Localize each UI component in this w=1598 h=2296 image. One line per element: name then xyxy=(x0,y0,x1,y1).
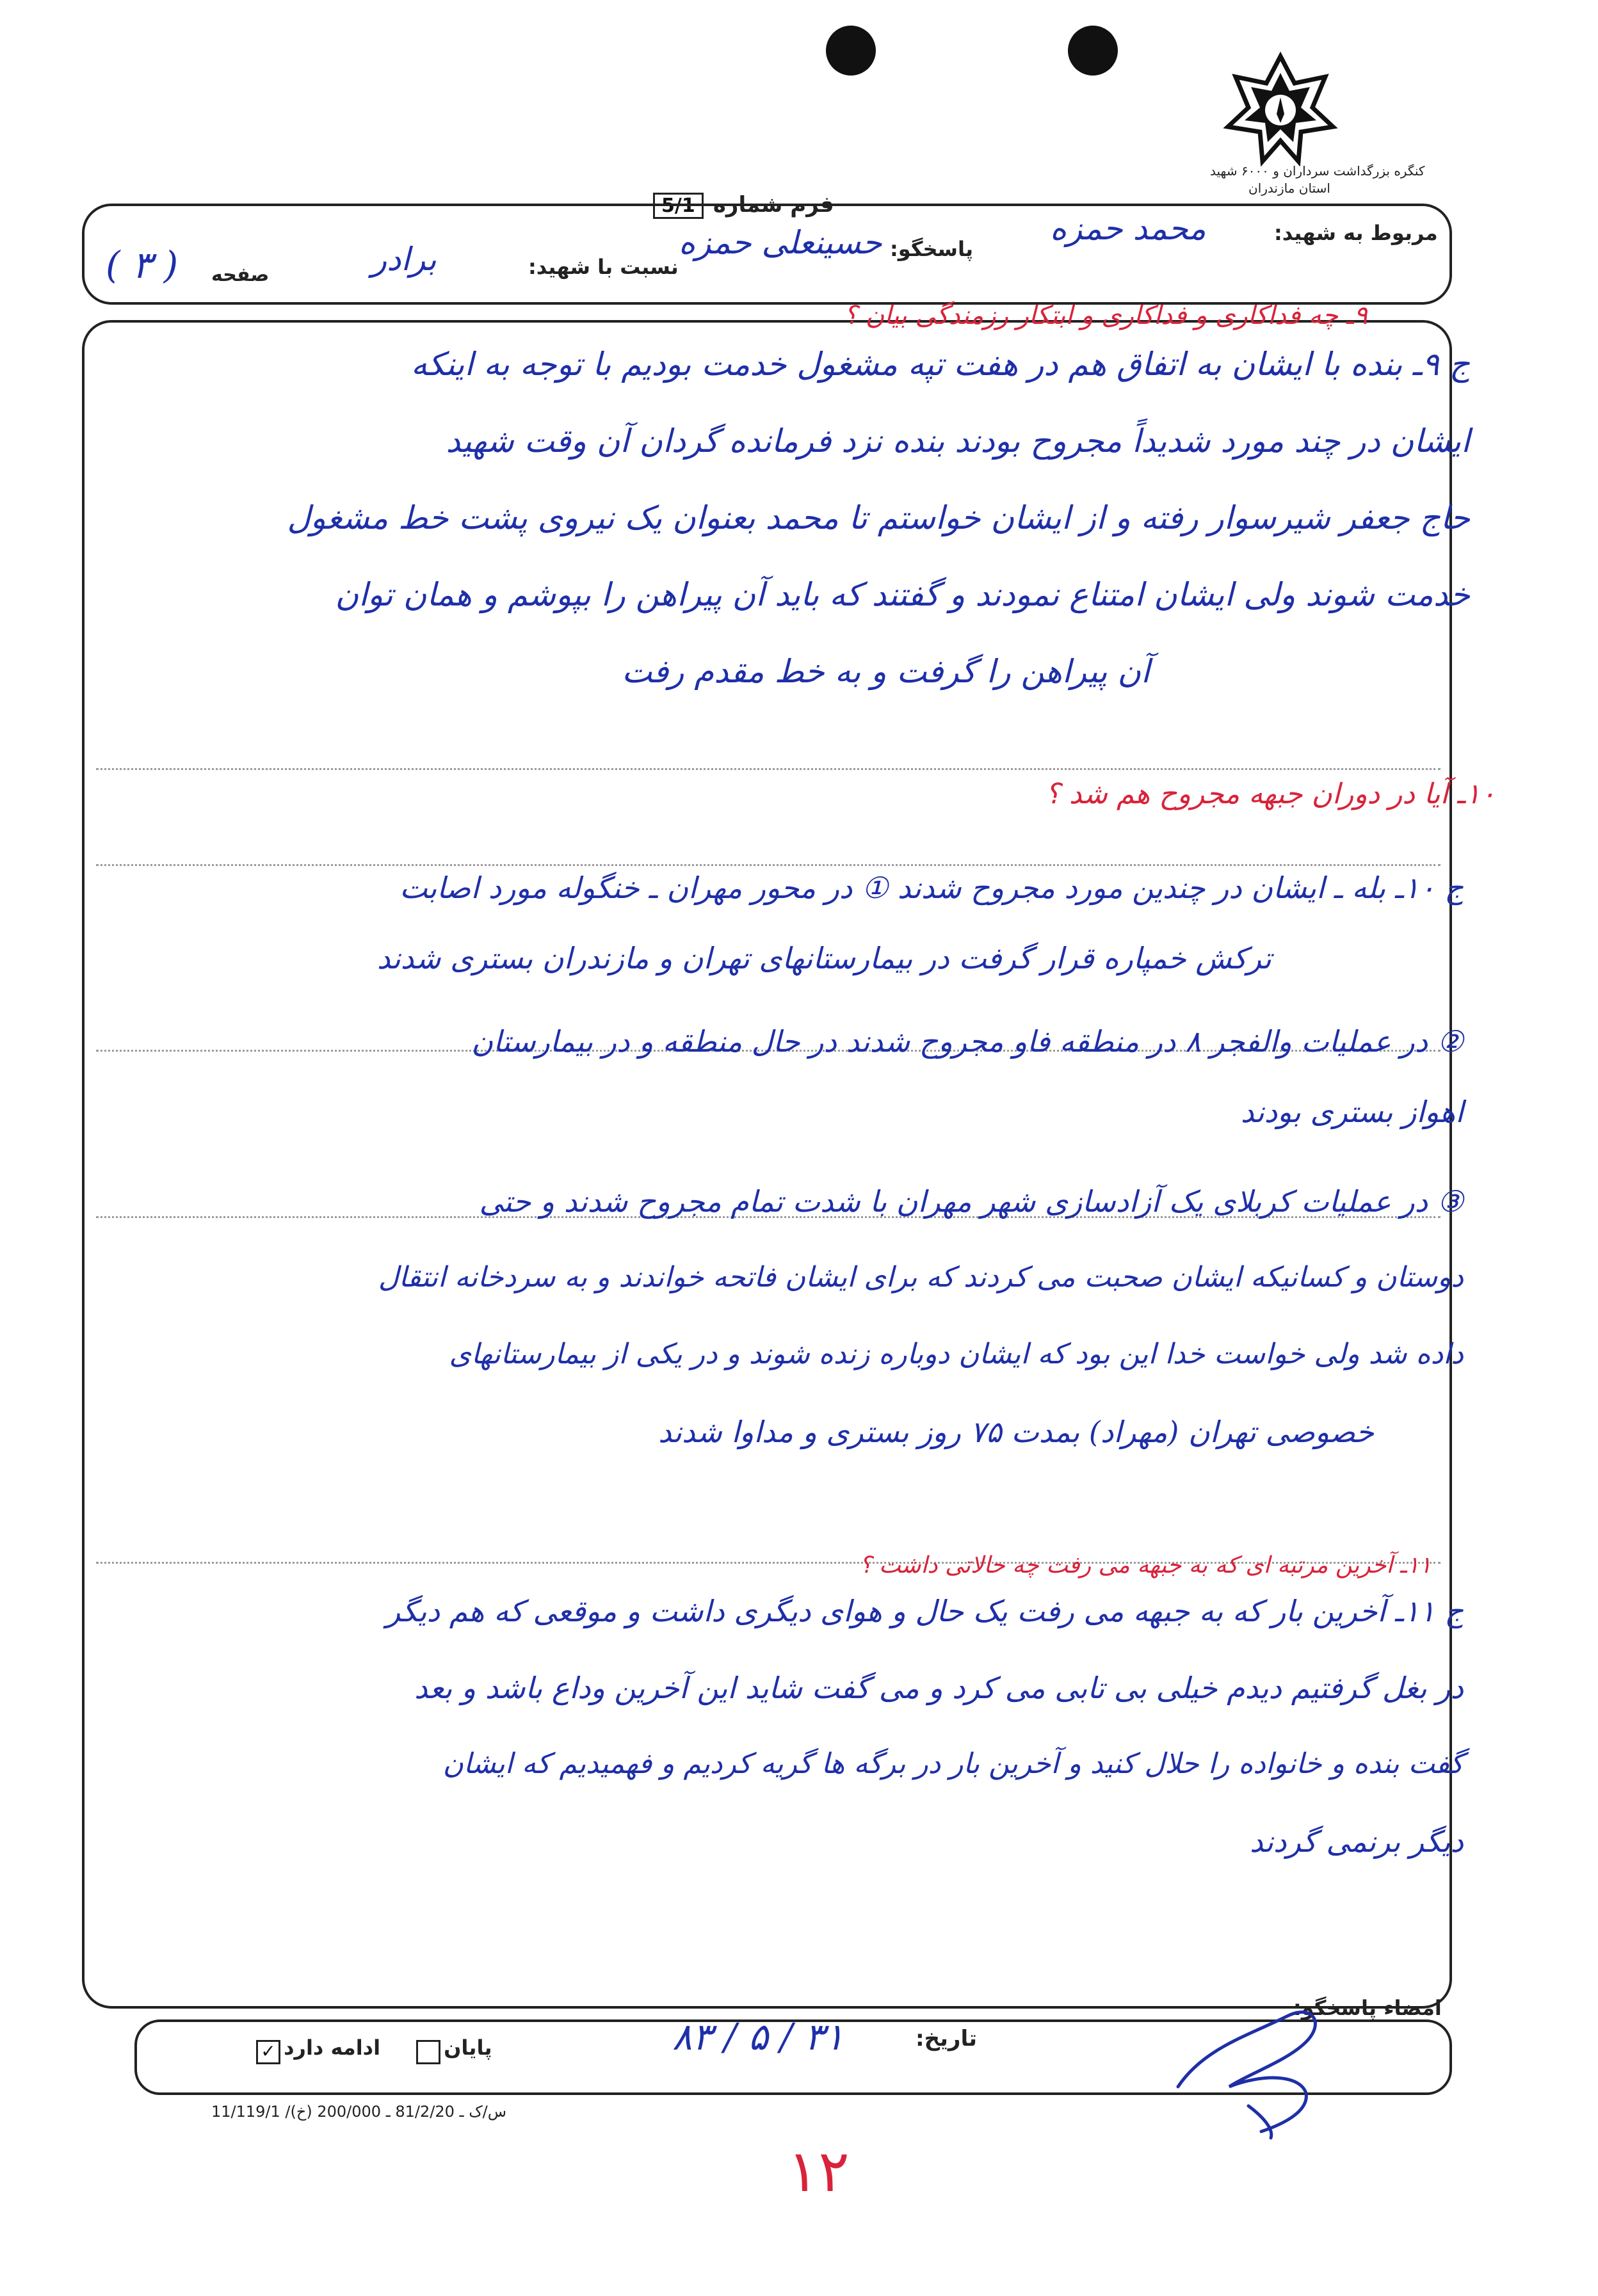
answer-9-line: خدمت شوند ولی ایشان امتناع نمودند و گفتند که باید آن پیراهن را بپوشم و همان توان xyxy=(335,576,1470,613)
date-label: تاریخ: xyxy=(916,2026,977,2051)
martyr-value: محمد حمزه xyxy=(1050,210,1206,247)
option-continue[interactable] xyxy=(256,2035,380,2064)
respondent-label: پاسخگو: xyxy=(890,237,974,261)
respondent-signature xyxy=(1152,1978,1344,2144)
answer-11-line: ج ۱۱ـ آخرین بار که به جبهه می رفت یک حال و هوای دیگری داشت و موقعی که هم دیگر xyxy=(386,1594,1464,1628)
option-continue-checkbox[interactable]: ✓ xyxy=(256,2040,280,2064)
form-code: 11/119/1 /س/ک ـ 81/2/20 ـ 200/000 (خ) xyxy=(211,2103,507,2121)
answer-10-line: اهواز بستری بودند xyxy=(1240,1095,1464,1129)
relation-value: برادر xyxy=(371,241,437,278)
organization-name-line2: استان مازندران xyxy=(1248,181,1330,196)
answer-11-block xyxy=(132,1594,1464,1888)
answer-11-line: دیگر برنمی گردند xyxy=(1250,1824,1464,1859)
answer-10-block xyxy=(132,871,1464,1479)
answer-10-line: ② در عملیات والفجر ۸ در منطقه فاو مجروح شدند در حال منطقه و در بیمارستان xyxy=(471,1024,1464,1059)
punch-hole-left xyxy=(826,26,876,76)
punch-hole-right xyxy=(1068,26,1118,76)
option-continue-label: ادامه دارد xyxy=(284,2035,381,2060)
date-value: ۸۳ / ۵ / ۳۱ xyxy=(672,2015,844,2059)
organization-logo xyxy=(1223,51,1338,166)
answer-9-line: حاج جعفر شیرسوار رفته و از ایشان خواستم تا محمد بعنوان یک نیروی پشت خط مشغول xyxy=(287,499,1470,536)
answer-9-line: آن پیراهن را گرفت و به خط مقدم رفت xyxy=(622,653,1150,690)
form-number-label: فرم شماره xyxy=(713,192,834,218)
answer-9-block xyxy=(132,346,1470,730)
option-end[interactable] xyxy=(416,2035,492,2064)
answer-11-line: در بغل گرفتیم دیدم خیلی بی تابی می کرد و می گفت شاید این آخرین وداع باشد و بعد xyxy=(414,1671,1464,1705)
form-number-value: 5/1 xyxy=(653,193,704,219)
rule-line xyxy=(96,768,1441,770)
question-9: ۹ـ چه فداکاری و فداکاری و ابتکار رزمندگی بیان ؟ xyxy=(843,301,1368,330)
question-11: ۱۱ـ آخرین مرتبه ای که به جبهه می رفت چه حالاتی داشت ؟ xyxy=(859,1552,1432,1578)
page-value: ( ۳ ) xyxy=(106,243,179,287)
option-end-label: پایان xyxy=(444,2035,492,2060)
rule-line xyxy=(96,864,1441,866)
relation-label: نسبت با شهید: xyxy=(528,255,679,279)
answer-11-line: گفت بنده و خانواده را حلال کنید و آخرین بار در برگه ها گریه کردیم و فهمیدیم که ایشان xyxy=(442,1747,1464,1780)
martyr-label: مربوط به شهید: xyxy=(1274,221,1438,245)
answer-10-line: دوستان و کسانیکه ایشان صحبت می کردند که برای ایشان فاتحه خواندند و به سردخانه انتقال xyxy=(378,1261,1464,1294)
answer-10-line: خصوصی تهران (مهراد) بمدت ۷۵ روز بستری و مداوا شدند xyxy=(658,1415,1374,1449)
answer-10-line: داده شد ولی خواست خدا این بود که ایشان دوباره زنده شوند و در یکی از بیمارستانهای xyxy=(449,1338,1464,1370)
answer-10-line: ③ در عملیات کربلای یک آزادسازی شهر مهران با شدت تمام مجروح شدند و حتی xyxy=(479,1184,1464,1219)
answer-10-line: ترکش خمپاره قرار گرفت در بیمارستانهای تهران و مازندران بستری شدند xyxy=(376,941,1271,975)
option-end-checkbox[interactable] xyxy=(416,2040,440,2064)
respondent-value: حسینعلی حمزه xyxy=(679,224,882,261)
page-label: صفحه xyxy=(211,264,270,286)
answer-10-line: ج ۱۰ـ بله ـ ایشان در چندین مورد مجروح شدند ① در محور مهران ـ خنگوله مورد اصابت xyxy=(399,871,1464,905)
signature-label: امضاء پاسخگو: xyxy=(1293,1996,1442,2020)
page-number: ۱۲ xyxy=(787,2138,850,2205)
answer-9-line: ج ۹ـ بنده با ایشان به اتفاق هم در هفت تپه مشغول خدمت بودیم با توجه به اینکه xyxy=(411,346,1470,383)
question-10: ۱۰ـ آیا در دوران جبهه مجروح هم شد ؟ xyxy=(1045,778,1496,810)
organization-name-line1: کنگره بزرگداشت سرداران و ۶۰۰۰ شهید xyxy=(1210,163,1425,179)
answer-9-line: ایشان در چند مورد شدیداً مجروح بودند بنده نزد فرمانده گردان آن وقت شهید xyxy=(446,422,1470,460)
